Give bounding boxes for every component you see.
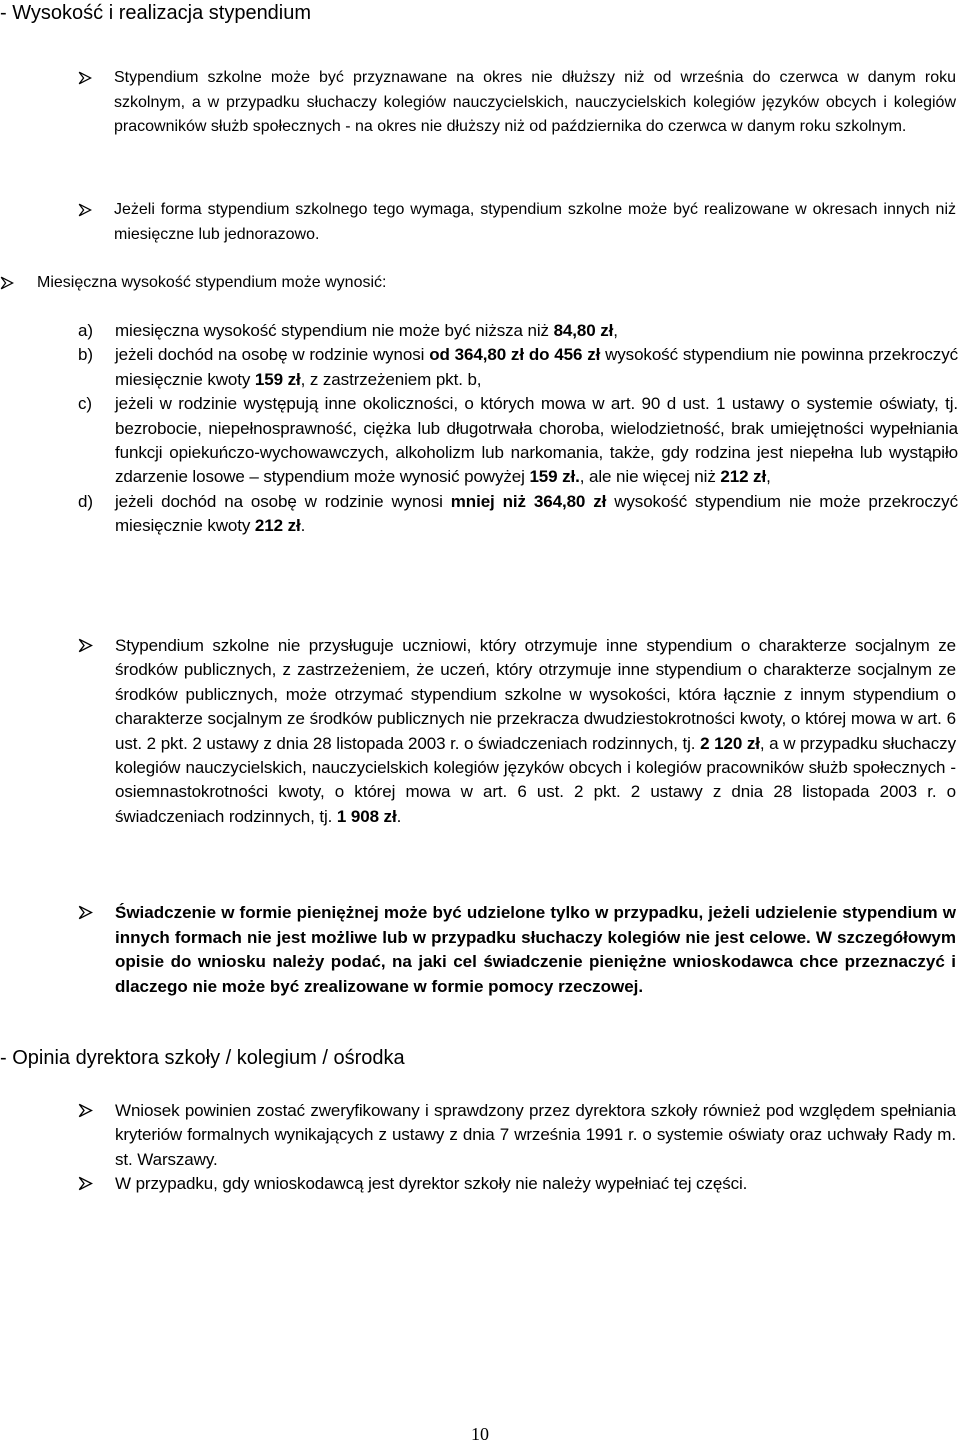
list-item — [0, 271, 956, 296]
paragraph: Miesięczna wysokość stypendium może wynosić: — [37, 274, 387, 291]
list-item — [78, 319, 958, 343]
arrowhead-bullet-icon — [78, 1176, 93, 1191]
arrowhead-bullet-icon — [78, 905, 93, 920]
amounts-list — [78, 319, 958, 539]
paragraph: Stypendium szkolne może być przyznawane na okres nie dłuższy niż od września do czerwca w danym roku szkolnym, a w przypadku słuchaczy kolegiów nauczycielskich, nauczycielskich kolegiów języków obcych i kolegiów pracowników służb społecznych - na okres nie dłuższy niż od października do czerwca w danym roku szkolnym. — [114, 69, 956, 136]
list-letter: a) — [78, 321, 93, 340]
section-heading-amount: - Wysokość i realizacja stypendium — [0, 2, 312, 24]
paragraph: Jeżeli forma stypendium szkolnego tego wymaga, stypendium szkolne może być realizowane w okresach innych niż miesięczne lub jednorazowo. — [114, 201, 956, 243]
paragraph: Świadczenie w formie pieniężnej może być udzielone tylko w przypadku, jeżeli udzielenie stypendium w innych formach nie jest możliwe lub w przypadku słuchaczy kolegiów nie jest celowe. W szczegółowym opisie do wniosku należy podać, na jaki cel świadczenie pieniężne wnioskodawca chce przeznaczyć i dlaczego nie może być zrealizowane w formie pomocy rzeczowej. — [115, 903, 956, 996]
arrowhead-bullet-icon — [78, 203, 92, 217]
list-item — [78, 490, 958, 539]
section-heading-opinion: - Opinia dyrektora szkoły / kolegium / ośrodka — [0, 1047, 405, 1069]
arrowhead-bullet-icon — [0, 276, 14, 290]
list-item — [78, 634, 956, 829]
list-item — [78, 198, 956, 247]
list-text: jeżeli dochód na osobę w rodzinie wynosi od 364,80 zł do 456 zł wysokość stypendium nie powinna przekroczyć miesięcznie kwoty 159 zł, z zastrzeżeniem pkt. b, — [115, 345, 958, 389]
list-text: miesięczna wysokość stypendium nie może być niższa niż 84,80 zł, — [115, 321, 618, 340]
list-text: jeżeli dochód na osobę w rodzinie wynosi mniej niż 364,80 zł wysokość stypendium nie może przekroczyć miesięcznie kwoty 212 zł. — [115, 491, 958, 536]
paragraph: W przypadku, gdy wnioskodawcą jest dyrektor szkoły nie należy wypełniać tej części. — [115, 1174, 748, 1193]
list-letter: c) — [78, 394, 92, 414]
arrowhead-bullet-icon — [78, 1103, 93, 1118]
list-letter: b) — [78, 345, 93, 365]
arrowhead-bullet-icon — [78, 71, 92, 85]
list-letter: d) — [78, 491, 93, 511]
list-item — [78, 1099, 956, 1172]
list-item — [78, 66, 956, 140]
list-item — [78, 392, 958, 490]
list-text: jeżeli w rodzinie występują inne okoliczności, o których mowa w art. 90 d ust. 1 ustawy o systemie oświaty, tj. bezrobocie, niepełnosprawność, ciężka lub długotrwała choroba, wielodzietność, brak umiejętności wypełniania funkcji opiekuńczo-wychowawczych, alkoholizm lub narkomania, także, gdy rodzina jest niepełna lub wystąpiło zdarzenie losowe – stypendium może wynosić powyżej 159 zł., ale nie więcej niż 212 zł, — [115, 394, 958, 487]
paragraph: Stypendium szkolne nie przysługuje uczniowi, który otrzymuje inne stypendium o charakterze socjalnym ze środków publicznych, z zastrzeżeniem, że uczeń, który otrzymuje inne stypendium o charakterze socjalnym ze środków publicznych, może otrzymać stypendium szkolne w wysokości, która łącznie z innym stypendium o charakterze socjalnym ze środków publicznych nie przekracza dwudziestokrotności kwoty, o której mowa w art. 6 ust. 2 pkt. 2 ustawy z dnia 28 listopada 2003 r. o świadczeniach rodzinnych, tj. 2 120 zł, a w przypadku słuchaczy kolegiów nauczycielskich, nauczycielskich kolegiów języków obcych i kolegiów pracowników służb społecznych - osiemnastokrotności kwoty, o której mowa w art. 6 ust. 2 pkt. 2 ustawy z dnia 28 listopada 2003 r. o świadczeniach rodzinnych, tj. 1 908 zł. — [115, 636, 956, 826]
list-item — [78, 1172, 956, 1196]
arrowhead-bullet-icon — [78, 638, 93, 653]
paragraph: Wniosek powinien zostać zweryfikowany i sprawdzony przez dyrektora szkoły również pod względem spełniania kryteriów formalnych wynikających z ustawy z dnia 7 września 1991 r. o systemie oświaty oraz uchwały Rady m. st. Warszawy. — [115, 1101, 956, 1169]
list-item — [78, 901, 956, 999]
page-number: 10 — [471, 1424, 489, 1444]
list-item — [78, 343, 958, 392]
